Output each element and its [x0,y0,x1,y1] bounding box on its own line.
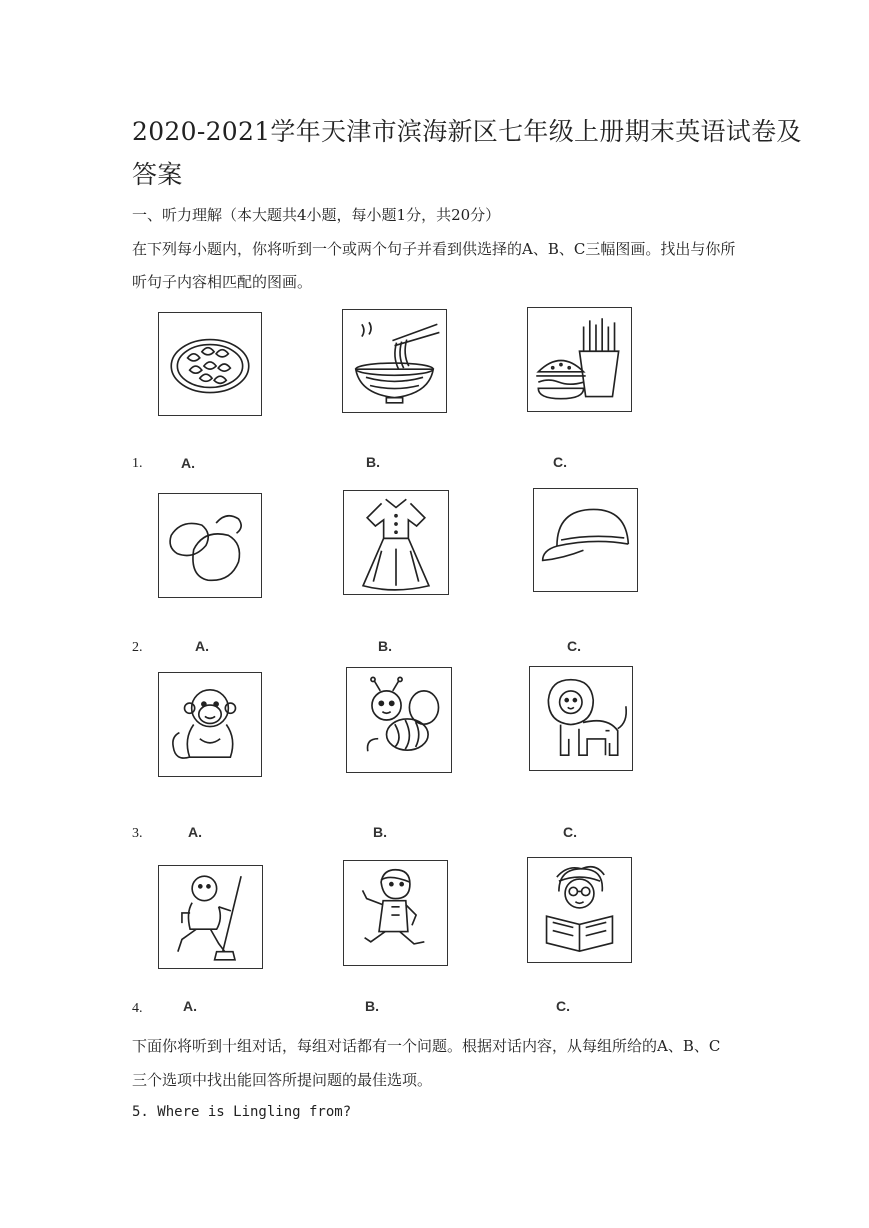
instructions: 在下列每小题内，你将听到一个或两个句子并看到供选择的A、B、C三幅图画。找出与你所 [132,240,736,258]
option-b-label: B. [366,454,380,470]
part2-instructions-continued: 三个选项中找出能回答所提问题的最佳选项。 [132,1071,433,1089]
question-number: 4. [132,1001,143,1016]
option-c-label: C. [567,638,581,654]
question-number: 1. [132,456,143,471]
gloves-icon [158,493,262,598]
option-b-label: B. [378,638,392,654]
cap-icon [533,488,638,592]
section-heading: 一、听力理解（本大题共4小题，每小题1分，共20分） [132,206,501,224]
noodles-icon [342,309,447,413]
question-number: 3. [132,826,143,841]
sweeping-boy-icon [158,865,263,969]
bee-icon [346,667,452,773]
option-a-label: A. [181,455,195,471]
option-c-label: C. [556,998,570,1014]
dumplings-icon [158,312,262,416]
option-a-label: A. [183,998,197,1014]
option-a-label: A. [188,824,202,840]
page-title-continued: 答案 [132,160,183,189]
part2-instructions: 下面你将听到十组对话，每组对话都有一个问题。根据对话内容，从每组所给的A、B、C [132,1037,721,1055]
dancing-boy-icon [343,860,448,966]
question-number: 2. [132,640,143,655]
option-c-label: C. [553,454,567,470]
dress-icon [343,490,449,595]
option-b-label: B. [373,824,387,840]
question-5: 5. Where is Lingling from? [132,1104,352,1120]
option-a-label: A. [195,638,209,654]
instructions-continued: 听句子内容相匹配的图画。 [132,273,313,291]
option-c-label: C. [563,824,577,840]
option-b-label: B. [365,998,379,1014]
lion-icon [529,666,633,771]
page-title: 2020-2021学年天津市滨海新区七年级上册期末英语试卷及 [132,117,802,146]
hamburger-fries-icon [527,307,632,412]
reading-boy-icon [527,857,632,963]
monkey-icon [158,672,262,777]
